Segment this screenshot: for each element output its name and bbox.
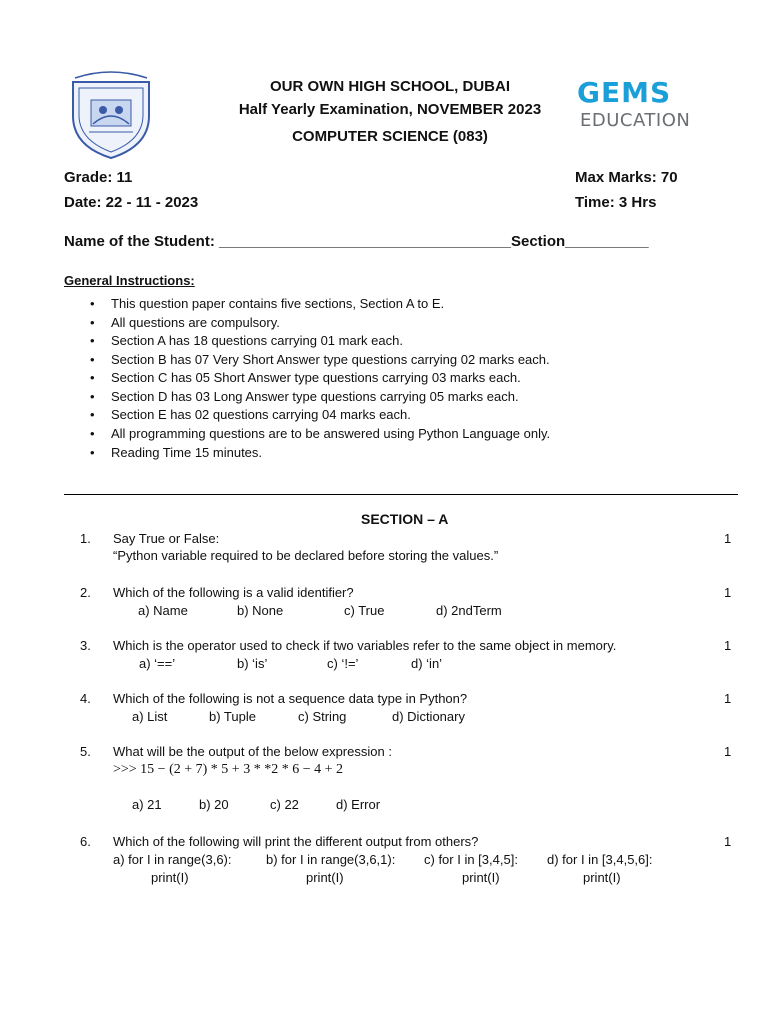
instruction-item: Section C has 05 Short Answer type questions carrying 03 marks each. (111, 370, 521, 385)
instruction-item: Section E has 02 questions carrying 04 marks each. (111, 407, 411, 422)
option-c: c) String (298, 709, 347, 724)
bullet: • (90, 352, 95, 367)
question-number: 5. (80, 744, 91, 759)
bullet: • (90, 296, 95, 311)
bullet: • (90, 370, 95, 385)
subject-title: COMPUTER SCIENCE (083) (292, 128, 488, 145)
option-a: a) 21 (132, 797, 162, 812)
question-text: Which of the following is a valid identifier? (113, 585, 354, 600)
bullet: • (90, 315, 95, 330)
instructions-title: General Instructions: (64, 273, 195, 288)
exam-title: Half Yearly Examination, NOVEMBER 2023 (238, 101, 542, 118)
question-text-2: “Python variable required to be declared before storing the values.” (113, 548, 499, 563)
bullet: • (90, 426, 95, 441)
gems-word: GEMS (577, 76, 672, 109)
question-number: 1. (80, 531, 91, 546)
exam-date: Date: 22 - 11 - 2023 (64, 194, 199, 211)
option-d: d) for I in [3,4,5,6]: (547, 852, 653, 867)
option-a: a) List (132, 709, 168, 724)
bullet: • (90, 389, 95, 404)
school-crest-logo (63, 68, 159, 160)
option-d: d) Error (336, 797, 381, 812)
question-number: 2. (80, 585, 91, 600)
option-c: c) ‘!=’ (327, 656, 359, 671)
option-c: c) 22 (270, 797, 299, 812)
option-a: a) ‘==’ (139, 656, 176, 671)
instruction-item: Section A has 18 questions carrying 01 mark each. (111, 333, 403, 348)
max-marks: Max Marks: 70 (575, 169, 678, 186)
bullet: • (90, 407, 95, 422)
question-mark: 1 (724, 531, 732, 546)
expression: >>> 15 − (2 + 7) * 5 + 3 * *2 * 6 − 4 + 2 (113, 762, 343, 777)
question-number: 4. (80, 691, 91, 706)
instruction-item: All programming questions are to be answered using Python Language only. (111, 426, 551, 441)
grade: Grade: 11 (64, 169, 133, 186)
section-title: SECTION – A (361, 511, 449, 527)
option-c: c) True (344, 603, 385, 618)
instruction-item: Section D has 03 Long Answer type questions carrying 05 marks each. (111, 389, 519, 404)
question-text: What will be the output of the below expression : (113, 744, 392, 759)
question-number: 3. (80, 638, 91, 653)
option-a-sub: print(I) (151, 870, 189, 885)
option-c: c) for I in [3,4,5]: (424, 852, 518, 867)
option-b: b) ‘is’ (237, 656, 268, 671)
school-name: OUR OWN HIGH SCHOOL, DUBAI (270, 78, 510, 95)
question-number: 6. (80, 834, 91, 849)
instruction-item: Section B has 07 Very Short Answer type questions carrying 02 marks each. (111, 352, 550, 367)
question-mark: 1 (724, 834, 732, 849)
instruction-item: Reading Time 15 minutes. (111, 445, 263, 460)
student-name-line: Name of the Student: ___________________________________Section__________ (64, 233, 649, 250)
question-text: Say True or False: (113, 531, 220, 546)
option-d: d) 2ndTerm (436, 603, 502, 618)
gems-education-logo (577, 76, 705, 132)
option-a: a) Name (138, 603, 188, 618)
question-text: Which of the following is not a sequence data type in Python? (113, 691, 468, 706)
exam-time: Time: 3 Hrs (575, 194, 657, 211)
question-mark: 1 (724, 691, 732, 706)
question-text: Which is the operator used to check if two variables refer to the same object in memory. (113, 638, 617, 653)
option-d: d) Dictionary (392, 709, 465, 724)
option-c-sub: print(I) (462, 870, 500, 885)
option-b: b) None (237, 603, 284, 618)
divider-line (64, 494, 738, 495)
question-mark: 1 (724, 585, 732, 600)
option-b: b) Tuple (209, 709, 256, 724)
question-mark: 1 (724, 638, 732, 653)
option-b-sub: print(I) (306, 870, 344, 885)
option-d: d) ‘in’ (411, 656, 443, 671)
option-d-sub: print(I) (583, 870, 621, 885)
bullet: • (90, 333, 95, 348)
gems-education-text: EDUCATION (580, 110, 691, 131)
option-b: b) for I in range(3,6,1): (266, 852, 396, 867)
instruction-item: This question paper contains five sections, Section A to E. (111, 296, 445, 311)
option-b: b) 20 (199, 797, 229, 812)
question-text: Which of the following will print the different output from others? (113, 834, 479, 849)
question-mark: 1 (724, 744, 732, 759)
bullet: • (90, 445, 95, 460)
option-a: a) for I in range(3,6): (113, 852, 232, 867)
instruction-item: All questions are compulsory. (111, 315, 280, 330)
